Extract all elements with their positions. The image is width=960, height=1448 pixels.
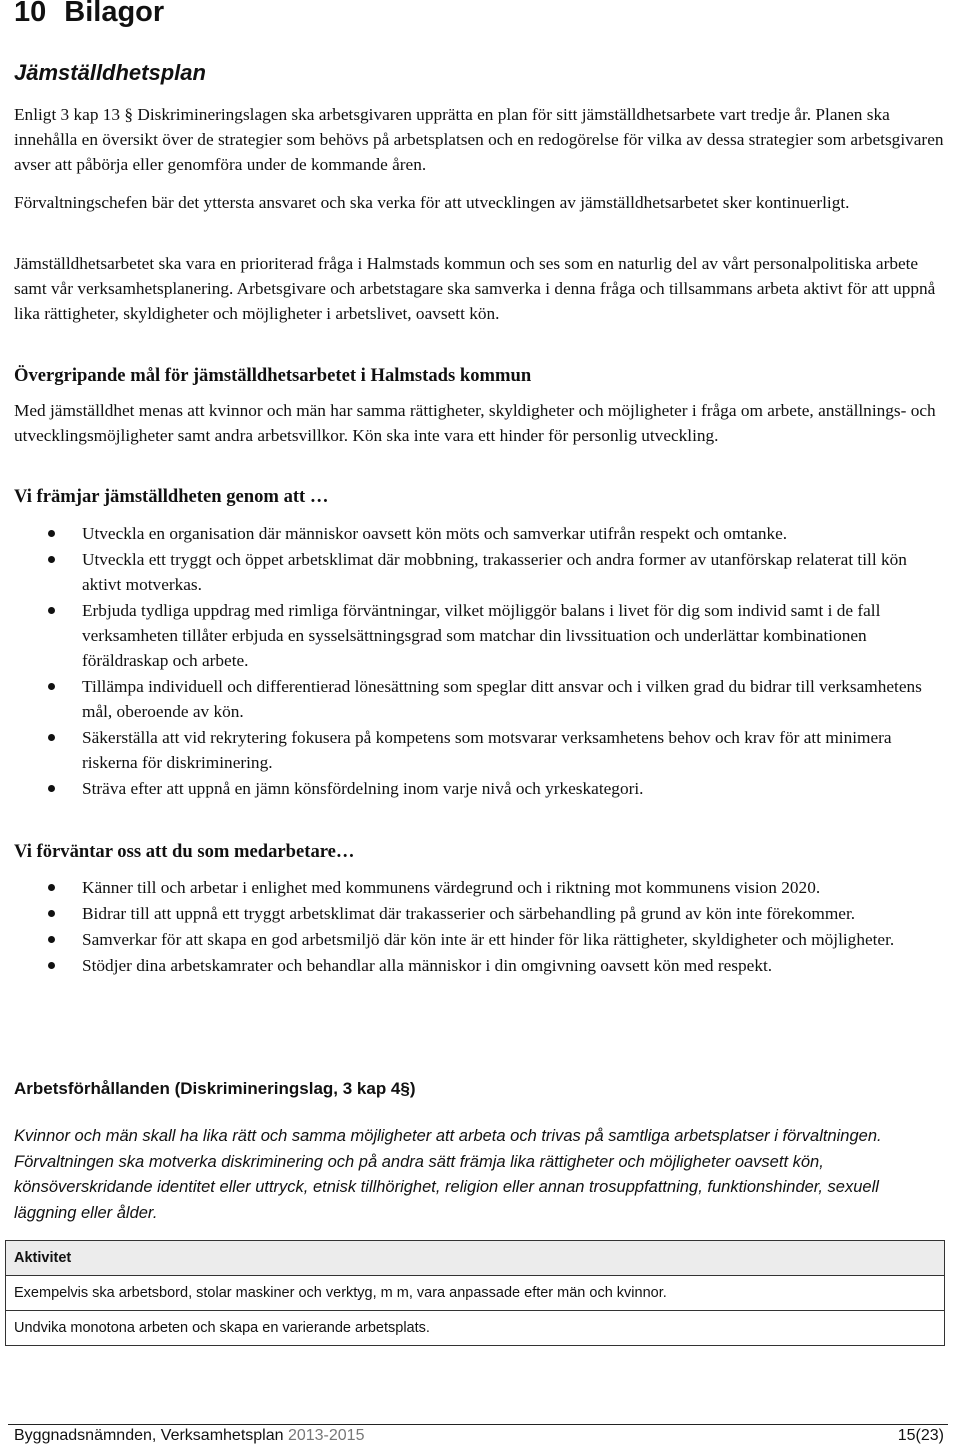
list-item: Erbjuda tydliga uppdrag med rimliga förväntningar, vilket möjliggör balans i livet för dig som individ samt i de fall verksamheten tillåter erbjuda en sysselsättningsgrad som matchar din livssituation och underlättar kombinationen föräldraskap och arbete.	[0, 598, 950, 673]
section-title: Bilagor	[64, 0, 165, 28]
bullet-icon	[48, 962, 55, 969]
list-item: Säkerställa att vid rekrytering fokusera på kompetens som motsvarar verksamhetens behov och krav för att minimera riskerna för diskriminering.	[0, 725, 950, 775]
list-item: Utveckla en organisation där människor oavsett kön möts och samverkar utifrån respekt och omtanke.	[0, 521, 950, 546]
expect-list	[0, 875, 950, 979]
list-item: Tillämpa individuell och differentierad lönesättning som speglar ditt ansvar och i vilken grad du bidrar till verksamhetens mål, oberoende av kön.	[0, 674, 950, 724]
list-item: Utveckla ett tryggt och öppet arbetsklimat där mobbning, trakasserier och andra former av utanförskap relaterat till kön aktivt motverkas.	[0, 547, 950, 597]
paragraph-priority: Jämställdhetsarbetet ska vara en prioriterad fråga i Halmstads kommun och ses som en naturlig del av vårt personalpolitiska arbete samt vår verksamhetsplanering. Arbetsgivare och arbetstagare ska samverka i denna fråga och tillsammans arbeta aktivt för att uppnå lika rättigheter, skyldigheter och möjligheter i arbetslivet, oavsett kön.	[14, 254, 936, 323]
table-cell: Exempelvis ska arbetsbord, stolar maskiner och verktyg, m m, vara anpassade efter män och kvinnor.	[6, 1276, 945, 1311]
section-number: 10	[14, 0, 47, 28]
table-header-cell: Aktivitet	[6, 1241, 945, 1276]
section-heading	[14, 0, 164, 29]
footer-years: 2013-2015	[287, 1427, 365, 1444]
table-cell: Undvika monotona arbeten och skapa en varierande arbetsplats.	[6, 1311, 945, 1346]
list-item: Stödjer dina arbetskamrater och behandlar alla människor i din omgivning oavsett kön med respekt.	[0, 953, 950, 978]
paragraph-responsibility: Förvaltningschefen bär det yttersta ansvaret och ska verka för att utvecklingen av jämställdhetsarbetet sker kontinuerligt.	[14, 193, 850, 212]
table-row	[6, 1276, 945, 1311]
page-number: 15(23)	[897, 1427, 944, 1444]
promote-heading: Vi främjar jämställdheten genom att …	[14, 486, 329, 507]
subheading: Jämställdhetsplan	[14, 60, 206, 85]
expect-heading: Vi förväntar oss att du som medarbetare…	[14, 841, 355, 862]
bullet-icon	[48, 785, 55, 792]
bullet-icon	[48, 683, 55, 690]
list-item: Samverkar för att skapa en god arbetsmiljö där kön inte är ett hinder för lika rättigheter, skyldigheter och möjligheter.	[0, 927, 950, 952]
bullet-icon	[48, 530, 55, 537]
bullet-icon	[48, 884, 55, 891]
bullet-icon	[48, 936, 55, 943]
promote-list	[0, 521, 950, 802]
goal-text: Med jämställdhet menas att kvinnor och män har samma rättigheter, skyldigheter och möjligheter i fråga om arbete, anställnings- och utvecklingsmöjligheter samt andra arbetsvillkor. Kön ska inte vara ett hinder för personlig utveckling.	[14, 401, 936, 445]
footer-document-title: Byggnadsnämnden, Verksamhetsplan	[14, 1427, 288, 1444]
list-item: Bidrar till att uppnå ett tryggt arbetsklimat där trakasserier och särbehandling på grund av kön inte förekommer.	[0, 901, 950, 926]
table-row	[6, 1311, 945, 1346]
bullet-icon	[48, 910, 55, 917]
list-item: Känner till och arbetar i enlighet med kommunens värdegrund och i riktning mot kommunens vision 2020.	[0, 875, 950, 900]
goal-heading: Övergripande mål för jämställdhetsarbetet i Halmstads kommun	[14, 365, 532, 386]
table-header-row	[6, 1241, 945, 1276]
conditions-heading: Arbetsförhållanden (Diskrimineringslag, 3 kap 4§)	[14, 1079, 416, 1098]
activity-table	[5, 1240, 945, 1346]
bullet-icon	[48, 556, 55, 563]
bullet-icon	[48, 607, 55, 614]
list-item: Sträva efter att uppnå en jämn könsfördelning inom varje nivå och yrkeskategori.	[0, 776, 950, 801]
paragraph-intro: Enligt 3 kap 13 § Diskrimineringslagen ska arbetsgivaren upprätta en plan för sitt jämställdhetsarbete vart tredje år. Planen ska innehålla en översikt över de strategier som behövs på arbetsplatsen och en redogörelse för vilka av dessa strategier som arbetsgivaren avser att påbörja eller genomföra under de kommande åren.	[14, 105, 944, 174]
page-footer	[14, 1427, 944, 1445]
conditions-text: Kvinnor och män skall ha lika rätt och samma möjligheter att arbeta och trivas på samtliga arbetsplatser i förvaltningen. Förvaltningen ska motverka diskriminering och på andra sätt främja lika rättigheter och möjligheter oavsett kön, könsöverskridande identitet eller uttryck, etnisk tillhörighet, religion eller annan trosuppfattning, funktionshinder, sexuell läggning eller ålder.	[14, 1127, 882, 1222]
footer-divider	[8, 1424, 948, 1425]
bullet-icon	[48, 734, 55, 741]
